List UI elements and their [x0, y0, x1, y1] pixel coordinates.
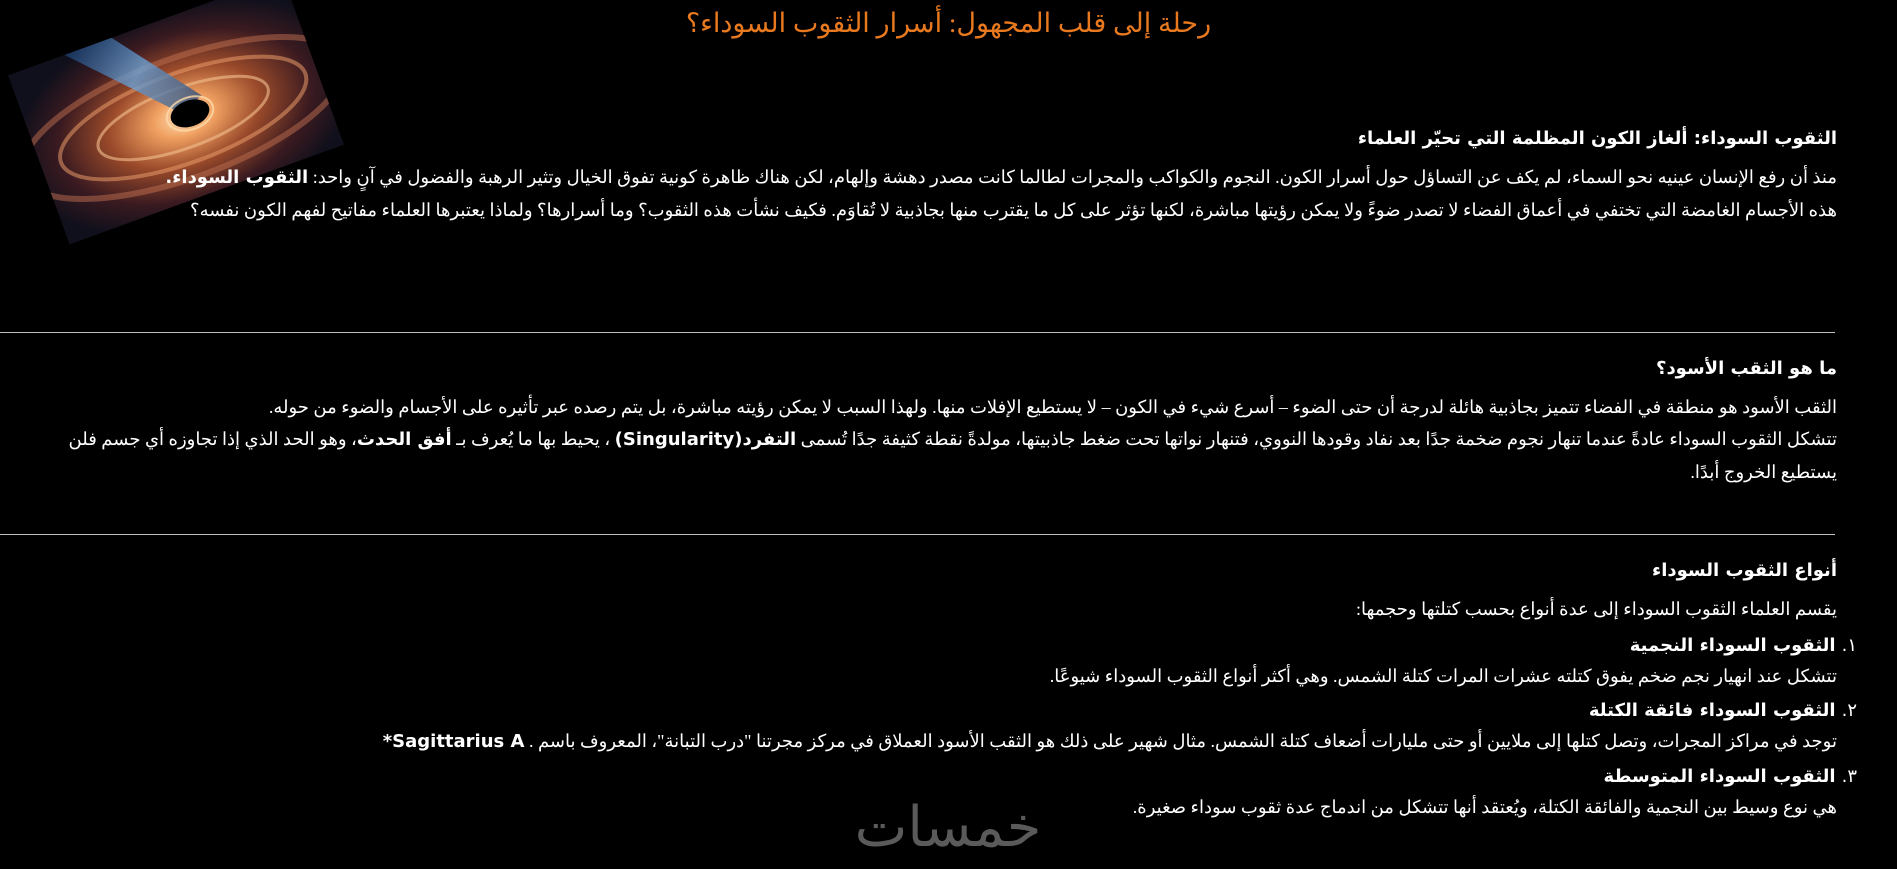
event-horizon-term: أفق الحدث: [356, 429, 452, 450]
type-item-title: [17, 700, 1857, 721]
type-item-number: ٢.: [1841, 700, 1857, 721]
type-item-title-text: الثقوب السوداء المتوسطة: [1603, 766, 1836, 787]
section-divider: [0, 332, 1835, 333]
page-title: رحلة إلى قلب المجهول: أسرار الثقوب السوداء؟: [685, 8, 1212, 38]
type-item-title-text: الثقوب السوداء فائقة الكتلة: [1588, 700, 1836, 721]
what-is-paragraph-2-text-c: ، وهو الحد الذي إذا تجاوزه أي جسم فلن يستطيع الخروج أبدًا.: [68, 429, 1837, 482]
type-item-desc: [17, 725, 1837, 758]
type-item-number: ٣.: [1841, 766, 1857, 787]
intro-paragraph-2: هذه الأجسام الغامضة التي تختفي في أعماق الفضاء لا تصدر ضوءً ولا يمكن رؤيتها مباشرة، لكنها تؤثر على كل ما يقترب منها بجاذبية لا تُقاوَم. فكيف نشأت هذه الثقوب؟ وما أسرارها؟ ولماذا يعتبرها العلماء مفاتيح لفهم الكون نفسه؟: [190, 200, 1837, 220]
section-divider: [0, 534, 1835, 535]
type-item-desc: هي نوع وسيط بين النجمية والفائقة الكتلة، ويُعتقد أنها تتشكل من اندماج عدة ثقوب سوداء صغيرة.: [1132, 797, 1837, 817]
intro-keyword: الثقوب السوداء.: [165, 167, 309, 188]
intro-section: [17, 128, 1837, 226]
types-section: [17, 560, 1857, 823]
what-is-heading: ما هو الثقب الأسود؟: [1656, 358, 1837, 379]
what-is-section: [17, 358, 1837, 488]
type-item-title: [17, 766, 1857, 787]
type-item-title-text: الثقوب السوداء النجمية: [1629, 635, 1836, 656]
what-is-paragraph-2: [17, 423, 1837, 488]
type-item-title: [17, 635, 1857, 656]
what-is-paragraph-2-text-a: تتشكل الثقوب السوداء عادةً عندما تنهار نجوم ضخمة جدًا بعد نفاد وقودها النووي، فتنهار نواتها تحت ضغط جاذبيتها، مولدةً نقطة كثيفة جدًا تُسمى: [796, 429, 1837, 449]
singularity-term: التفرد(Singularity): [614, 429, 797, 450]
sagittarius-term: Sagittarius A*: [382, 731, 525, 752]
intro-paragraph-1-text: منذ أن رفع الإنسان عينيه نحو السماء، لم يكف عن التساؤل حول أسرار الكون. النجوم والكواكب والمجرات لطالما كانت مصدر دهشة وإلهام، لكن هناك ظاهرة كونية تفوق الخيال وتثير الرهبة والفضول في آنٍ واحد:: [312, 167, 1837, 187]
intro-heading: الثقوب السوداء: ألغاز الكون المظلمة التي تحيّر العلماء: [1357, 128, 1837, 149]
intro-paragraph-1: [17, 161, 1837, 194]
type-item-number: ١.: [1841, 635, 1857, 656]
types-intro: يقسم العلماء الثقوب السوداء إلى عدة أنواع بحسب كتلتها وحجمها:: [1355, 599, 1837, 619]
watermark-logo: خمسات: [854, 795, 1042, 860]
types-heading: أنواع الثقوب السوداء: [1652, 560, 1837, 581]
what-is-paragraph-1: الثقب الأسود هو منطقة في الفضاء تتميز بجاذبية هائلة لدرجة أن حتى الضوء – أسرع شيء في الكون – لا يستطيع الإفلات منها. ولهذا السبب لا يمكن رؤيته مباشرة، بل يتم رصده عبر تأثيره على الأجسام والضوء من حوله.: [268, 397, 1837, 417]
what-is-paragraph-2-text-b: ، يحيط بها ما يُعرف بـ: [451, 429, 615, 449]
type-item-desc-text: توجد في مراكز المجرات، وتصل كتلها إلى ملايين أو حتى مليارات أضعاف كتلة الشمس. مثال شهير على ذلك هو الثقب الأسود العملاق في مركز مجرتنا "درب التبانة"، المعروف باسم .: [528, 731, 1837, 751]
type-item-desc: تتشكل عند انهيار نجم ضخم يفوق كتلته عشرات المرات كتلة الشمس. وهي أكثر أنواع الثقوب السوداء شيوعًا.: [1049, 666, 1837, 686]
